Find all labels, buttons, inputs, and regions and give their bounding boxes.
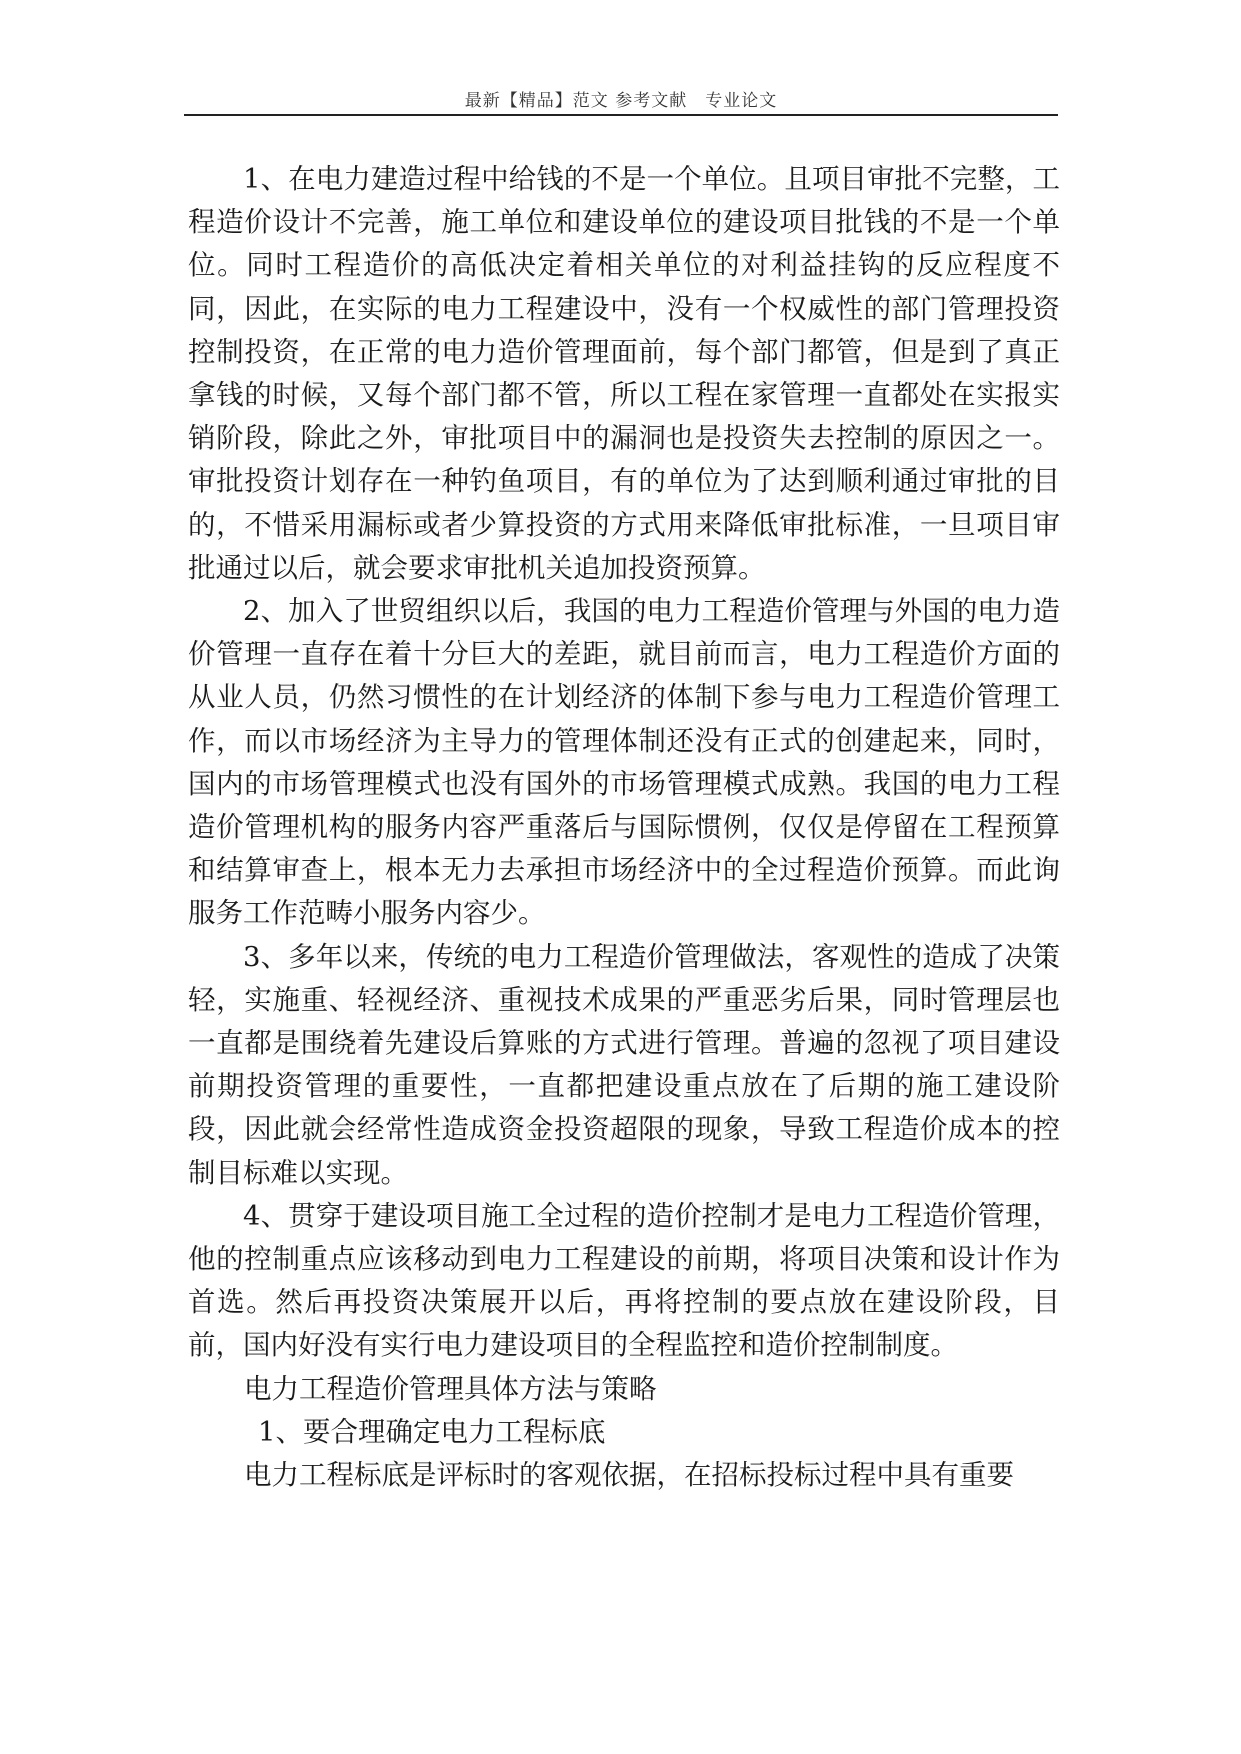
page-header: 最新【精品】范文 参考文献 专业论文	[464, 91, 778, 111]
document-body	[188, 158, 1060, 1497]
header-divider	[184, 114, 1058, 116]
section-title: 电力工程造价管理具体方法与策略	[244, 1372, 657, 1405]
paragraph-5: 电力工程标底是评标时的客观依据，在招标投标过程中具有重要	[244, 1459, 1014, 1492]
paragraph-2: 2、加入了世贸组织以后，我国的电力工程造价管理与外国的电力造价管理一直存在着十分巨大的差距，就目前而言，电力工程造价方面的从业人员，仍然习惯性的在计划经济的体制下参与电力工程造价管理工作，而以市场经济为主导力的管理体制还没有正式的创建起来，同时，国内的市场管理模式也没有国外的市场管理模式成熟。我国的电力工程造价管理机构的服务内容严重落后与国际惯例，仅仅是停留在工程预算和结算审查上，根本无力去承担市场经济中的全过程造价预算。而此询服务工作范畴小服务内容少。	[188, 595, 1060, 930]
subsection-title: 1、要合理确定电力工程标底	[258, 1415, 606, 1448]
paragraph-3: 3、多年以来，传统的电力工程造价管理做法，客观性的造成了决策轻，实施重、轻视经济、重视技术成果的严重恶劣后果，同时管理层也一直都是围绕着先建设后算账的方式进行管理。普遍的忽视了项目建设前期投资管理的重要性，一直都把建设重点放在了后期的施工建设阶段，因此就会经常性造成资金投资超限的现象，导致工程造价成本的控制目标难以实现。	[188, 940, 1060, 1189]
paragraph-1: 1、在电力建造过程中给钱的不是一个单位。且项目审批不完整，工程造价设计不完善，施工单位和建设单位的建设项目批钱的不是一个单位。同时工程造价的高低决定着相关单位的对利益挂钩的反应程度不同，因此，在实际的电力工程建设中，没有一个权威性的部门管理投资控制投资，在正常的电力造价管理面前，每个部门都管，但是到了真正拿钱的时候，又每个部门都不管，所以工程在家管理一直都处在实报实销阶段，除此之外，审批项目中的漏洞也是投资失去控制的原因之一。审批投资计划存在一种钓鱼项目，有的单位为了达到顺利通过审批的目的，不惜采用漏标或者少算投资的方式用来降低审批标准，一旦项目审批通过以后，就会要求审批机关追加投资预算。	[188, 163, 1060, 584]
paragraph-4: 4、贯穿于建设项目施工全过程的造价控制才是电力工程造价管理，他的控制重点应该移动到电力工程建设的前期，将项目决策和设计作为首选。然后再投资决策展开以后，再将控制的要点放在建设阶段，目前，国内好没有实行电力建设项目的全程监控和造价控制制度。	[188, 1199, 1060, 1362]
